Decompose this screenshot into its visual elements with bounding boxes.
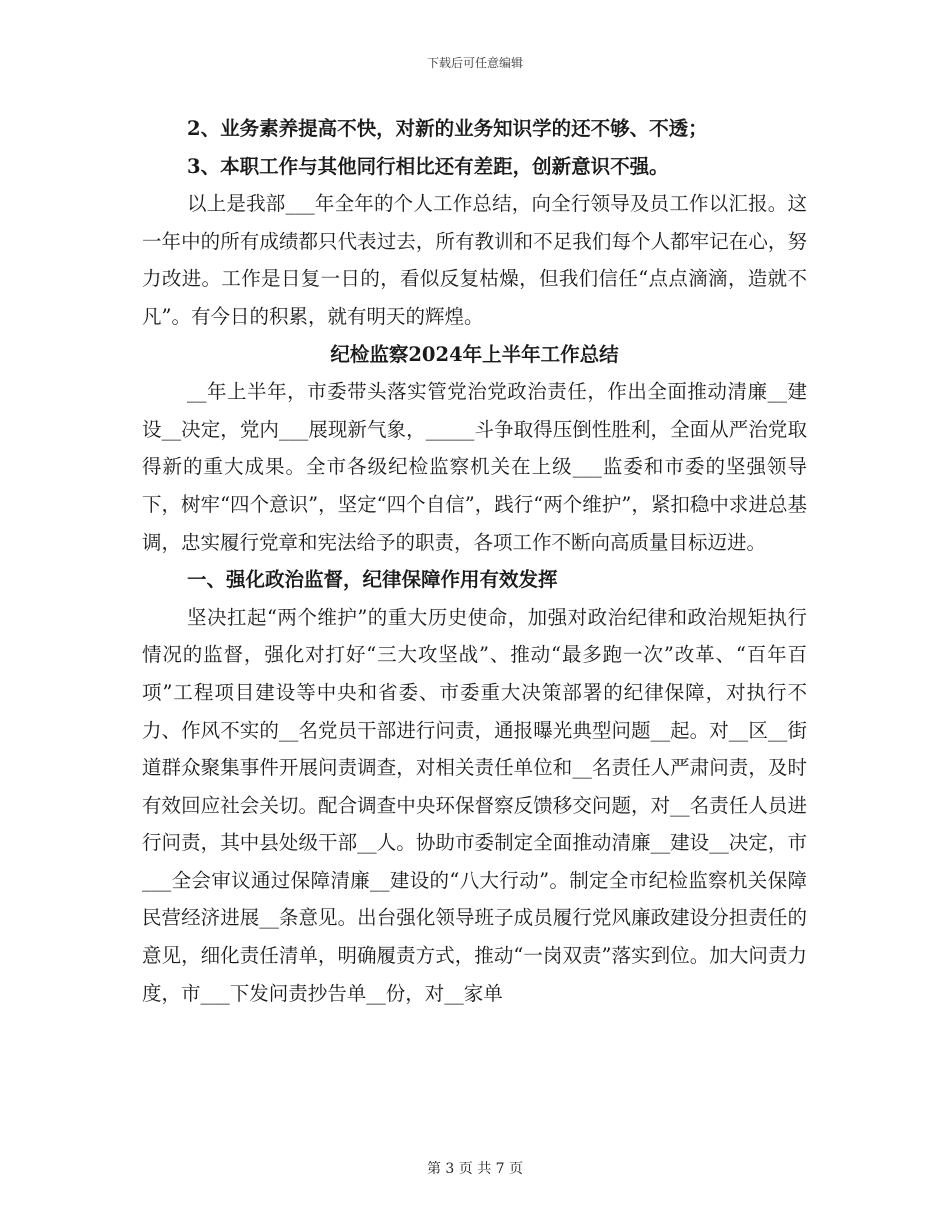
page-header-note: 下载后可任意编辑 (426, 56, 523, 70)
section-1-heading: 一、强化政治监督，纪律保障作用有效发挥 (187, 568, 558, 592)
section-1-paragraph: 坚决扛起“两个维护”的重大历史使命，加强对政治纪律和政治规矩执行情况的监督，强化对打好“三大攻坚战”、推动“最多跑一次”改革、“百年百项”工程项目建设等中央和省委、市委重大决策部署的纪律保障，对执行不力、作风不实的__名党员干部进行问责，通报曝光典型问题__起。对__区__街道群众聚集事件开展问责调查，对相关责任单位和__名责任人严肃问责，及时有效回应社会关切。配合调查中央环保督察反馈移交问题，对__名责任人员进行问责，其中县处级干部__人。协助市委制定全面推动清廉__建设__决定，市___全会审议通过保障清廉__建设的“八大行动”。制定全市纪检监察机关保障民营经济进展__条意见。出台强化领导班子成员履行党风廉政建设分担责任的意见，细化责任清单，明确履责方式，推动“一岗双责”落实到位。加大问责力度，市___下发问责抄告单__份，对__家单 (142, 605, 807, 1005)
intro-paragraph: __年上半年，市委带头落实管党治党政治责任，作出全面推动清廉__建设__决定，党内___展现新气象，_____斗争取得压倒性胜利，全面从严治党取得新的重大成果。全市各级纪检监察机关在上级___监委和市委的坚强领导下，树牢“四个意识”，坚定“四个自信”，践行“两个维护”，紧扣稳中求进总基调，忠实履行党章和宪法给予的职责，各项工作不断向高质量目标迈进。 (142, 380, 807, 554)
document-body (142, 110, 807, 1012)
page-number: 第 3 页 共 7 页 (426, 1161, 524, 1177)
closing-paragraph: 以上是我部___年全年的个人工作总结，向全行领导及员工作以汇报。这一年中的所有成绩都只代表过去，所有教训和不足我们每个人都牢记在心，努力改进。工作是日复一日的，看似反复枯燥，但我们信任“点点滴滴，造就不凡”。有今日的积累，就有明天的辉煌。 (142, 192, 807, 328)
list-item-3: 3、本职工作与其他同行相比还有差距，创新意识不强。 (187, 154, 669, 178)
list-item-2: 2、业务素养提高不快，对新的业务知识学的还不够、不透； (187, 117, 708, 140)
document-title: 纪检监察2024年上半年工作总结 (330, 342, 619, 366)
